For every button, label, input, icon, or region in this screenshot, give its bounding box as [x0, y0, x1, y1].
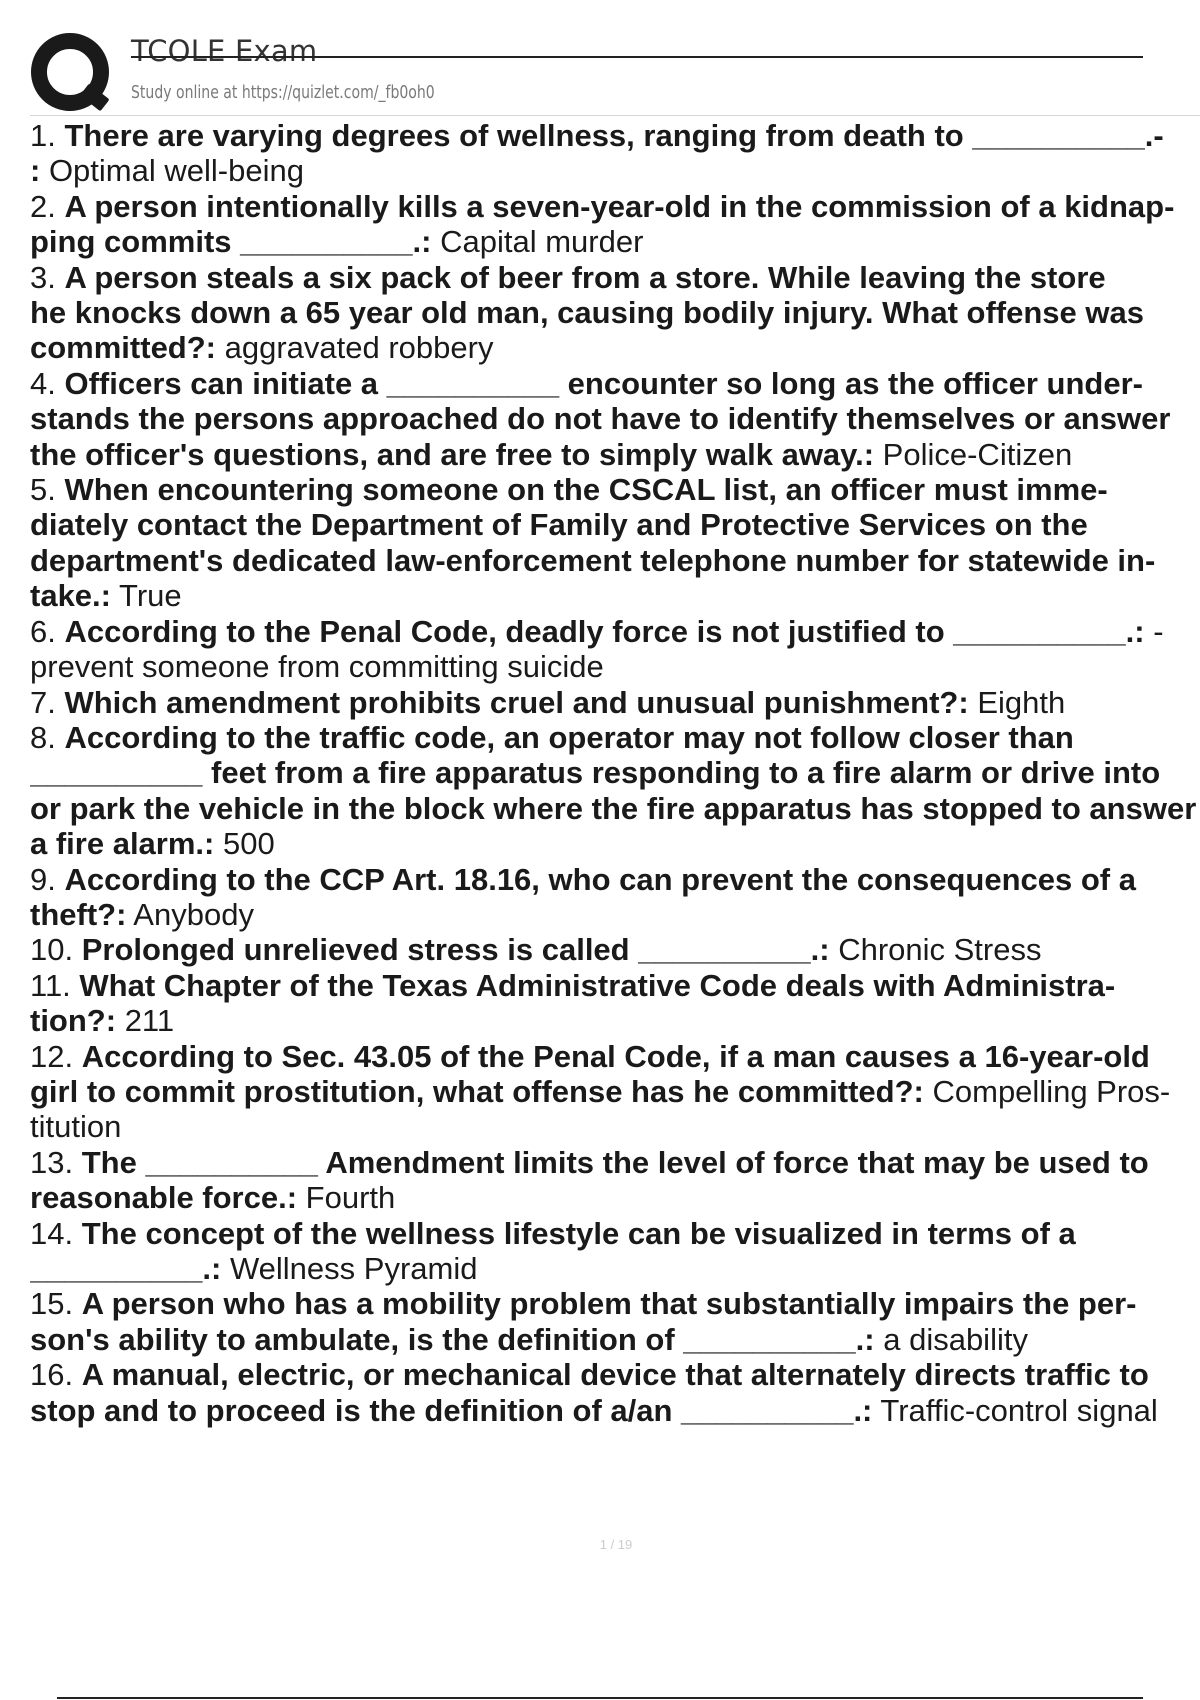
question-number: 11.	[30, 967, 71, 1003]
qa-line	[30, 1216, 1200, 1251]
question-number: 9.	[30, 861, 56, 897]
question-text: he knocks down a 65 year old man, causing bodily injury. What offense was	[30, 295, 1144, 331]
qa-line	[30, 1074, 1200, 1109]
answer-text: Eighth	[968, 684, 1066, 720]
qa-line	[30, 755, 1200, 790]
header-divider	[30, 115, 1200, 116]
question-text: A person who has a mobility problem that substantially impairs the per-	[81, 1286, 1137, 1322]
qa-line	[30, 507, 1200, 542]
question-number: 5.	[30, 472, 56, 508]
question-number: 6.	[30, 613, 56, 649]
qa-line	[30, 472, 1200, 507]
qa-line	[30, 543, 1200, 578]
question-text: committed?:	[30, 330, 216, 366]
qa-line	[30, 1180, 1200, 1215]
question-text: son's ability to ambulate, is the definition of __________.:	[30, 1321, 875, 1357]
qa-line	[30, 862, 1200, 897]
question-text: :	[30, 153, 41, 189]
question-number: 10.	[30, 932, 74, 968]
qa-line	[30, 614, 1200, 649]
answer-text: titution	[30, 1109, 122, 1145]
answer-text: Optimal well-being	[40, 153, 304, 189]
question-number: 13.	[30, 1144, 74, 1180]
question-text: reasonable force.:	[30, 1180, 298, 1216]
answer-text: Chronic Stress	[829, 932, 1042, 968]
qa-line	[30, 153, 1200, 188]
question-number: 4.	[30, 365, 56, 401]
question-number: 14.	[30, 1215, 74, 1251]
question-text: A person intentionally kills a seven-year-old in the commission of a kidnap-	[64, 188, 1175, 224]
qa-item	[30, 1039, 1200, 1145]
qa-item	[30, 1216, 1200, 1287]
page-number: 1 / 19	[599, 1537, 633, 1552]
qa-line	[30, 1145, 1200, 1180]
qa-line	[30, 578, 1200, 613]
question-text: When encountering someone on the CSCAL list, an officer must imme-	[64, 472, 1108, 508]
qa-item	[30, 932, 1200, 967]
answer-text: Police-Citizen	[874, 436, 1073, 472]
answer-text: a disability	[874, 1321, 1028, 1357]
question-number: 7.	[30, 684, 56, 720]
qa-line	[30, 968, 1200, 1003]
question-text: tion?:	[30, 1003, 117, 1039]
answer-text: Traffic-control signal	[872, 1392, 1158, 1428]
qa-item	[30, 1286, 1200, 1357]
qa-line	[30, 1322, 1200, 1357]
page-title: TCOLE Exam	[131, 34, 318, 68]
question-text: the officer's questions, and are free to simply walk away.:	[30, 436, 875, 472]
qa-line	[30, 1003, 1200, 1038]
question-text: What Chapter of the Texas Administrative Code deals with Administra-	[79, 967, 1116, 1003]
question-number: 16.	[30, 1357, 74, 1393]
qa-item	[30, 1357, 1200, 1428]
qa-line	[30, 1039, 1200, 1074]
qa-line	[30, 260, 1200, 295]
question-text: or park the vehicle in the block where the fire apparatus has stopped to answer	[30, 790, 1197, 826]
question-text: The concept of the wellness lifestyle can be visualized in terms of a	[81, 1215, 1076, 1251]
qa-item	[30, 685, 1200, 720]
question-text: stands the persons approached do not have to identify themselves or answer	[30, 401, 1171, 437]
qa-line	[30, 366, 1200, 401]
question-text: According to the Penal Code, deadly force is not justified to __________.:	[64, 613, 1145, 649]
qa-line	[30, 1109, 1200, 1144]
question-text: Officers can initiate a __________ encounter so long as the officer under-	[64, 365, 1143, 401]
answer-text: Anybody	[126, 896, 254, 932]
question-text: department's dedicated law-enforcement telephone number for statewide in-	[30, 542, 1156, 578]
qa-line	[30, 189, 1200, 224]
answer-text: prevent someone from committing suicide	[30, 649, 604, 685]
question-text: __________ feet from a fire apparatus responding to a fire alarm or drive into	[30, 755, 1161, 791]
study-online-link[interactable]: Study online at https://quizlet.com/_fb0oh0	[131, 82, 435, 103]
qa-line	[30, 791, 1200, 826]
question-text: There are varying degrees of wellness, ranging from death to __________.-	[64, 118, 1164, 153]
qa-item	[30, 189, 1200, 260]
qa-item	[30, 614, 1200, 685]
question-number: 15.	[30, 1286, 74, 1322]
answer-text: True	[110, 578, 182, 614]
qa-list	[30, 118, 1200, 1428]
question-number: 12.	[30, 1038, 74, 1074]
qa-line	[30, 1393, 1200, 1428]
question-text: According to the CCP Art. 18.16, who can prevent the consequences of a	[64, 861, 1136, 897]
answer-text: 500	[214, 826, 275, 862]
question-text: girl to commit prostitution, what offense has he committed?:	[30, 1073, 924, 1109]
qa-item	[30, 720, 1200, 862]
qa-line	[30, 330, 1200, 365]
question-text: diately contact the Department of Family and Protective Services on the	[30, 507, 1088, 543]
footer-rule	[57, 1697, 1143, 1699]
answer-text: 211	[116, 1003, 175, 1039]
question-text: Which amendment prohibits cruel and unusual punishment?:	[64, 684, 969, 720]
qa-line	[30, 685, 1200, 720]
qa-item	[30, 862, 1200, 933]
qa-line	[30, 826, 1200, 861]
qa-item	[30, 366, 1200, 472]
question-text: stop and to proceed is the definition of a/an __________.:	[30, 1392, 873, 1428]
answer-text: Fourth	[297, 1180, 396, 1216]
question-number: 8.	[30, 719, 56, 755]
question-text: theft?:	[30, 896, 127, 932]
question-number: 2.	[30, 188, 56, 224]
question-text: The __________ Amendment limits the level of force that may be used to	[81, 1144, 1149, 1180]
qa-line	[30, 437, 1200, 472]
qa-item	[30, 968, 1200, 1039]
qa-line	[30, 1357, 1200, 1392]
answer-text: Wellness Pyramid	[221, 1251, 478, 1286]
qa-line	[30, 401, 1200, 436]
question-text: A person steals a six pack of beer from a store. While leaving the store	[64, 259, 1106, 295]
answer-text: -	[1144, 613, 1164, 649]
answer-text: Compelling Pros-	[923, 1073, 1171, 1109]
qa-item	[30, 260, 1200, 366]
qa-line	[30, 1251, 1200, 1286]
qa-line	[30, 649, 1200, 684]
qa-line	[30, 1286, 1200, 1321]
question-text: According to the traffic code, an operator may not follow closer than	[64, 719, 1074, 755]
qa-item	[30, 472, 1200, 614]
question-number: 3.	[30, 259, 56, 295]
question-text: __________.:	[30, 1251, 222, 1286]
question-text: a fire alarm.:	[30, 826, 215, 862]
answer-text: Capital murder	[431, 224, 644, 260]
question-text: take.:	[30, 578, 111, 614]
quizlet-q-logo-icon	[30, 30, 114, 114]
header-rule	[131, 56, 1143, 58]
question-number: 1.	[30, 118, 56, 153]
question-text: Prolonged unrelieved stress is called __________.:	[81, 932, 830, 968]
qa-item	[30, 1145, 1200, 1216]
qa-line	[30, 224, 1200, 259]
qa-line	[30, 932, 1200, 967]
question-text: A manual, electric, or mechanical device that alternately directs traffic to	[81, 1357, 1149, 1393]
question-text: According to Sec. 43.05 of the Penal Code, if a man causes a 16-year-old	[81, 1038, 1150, 1074]
qa-line	[30, 118, 1200, 153]
qa-item	[30, 118, 1200, 189]
question-text: ping commits __________.:	[30, 224, 432, 260]
qa-line	[30, 720, 1200, 755]
qa-line	[30, 295, 1200, 330]
answer-text: aggravated robbery	[216, 330, 494, 366]
qa-line	[30, 897, 1200, 932]
